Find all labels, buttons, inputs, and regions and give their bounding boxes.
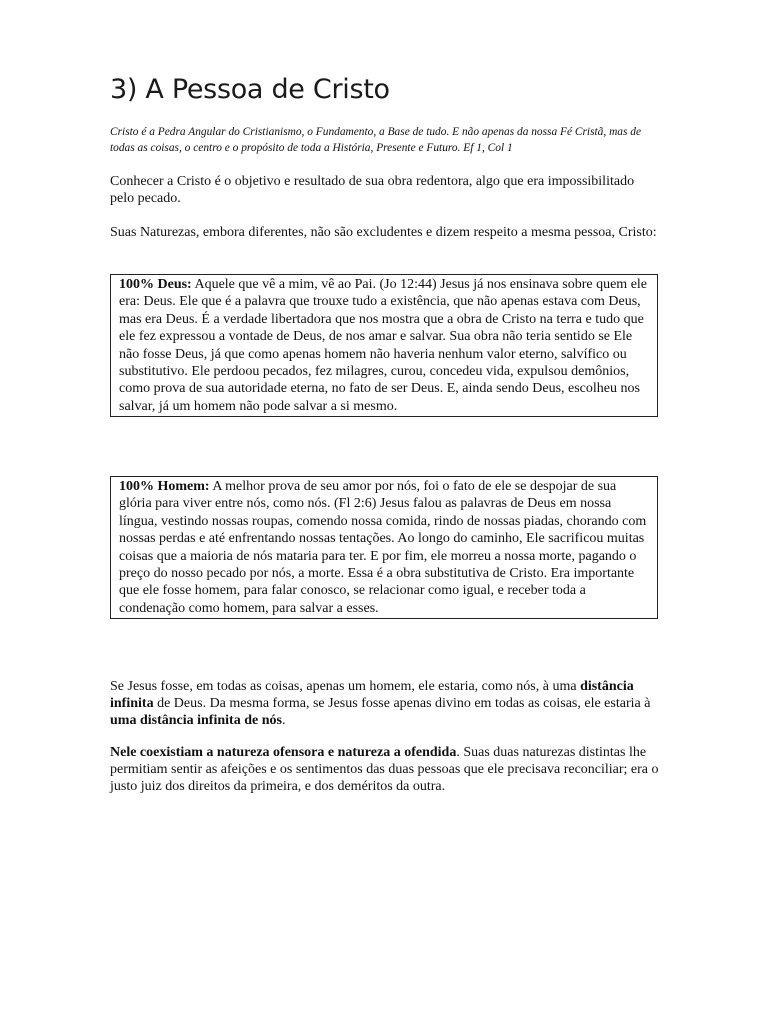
closing-1-bold-a: distância infinita: [110, 679, 634, 712]
closing-2-bold: Nele coexistiam a natureza ofensora e natureza a ofendida: [110, 745, 457, 760]
box-100-homem: [110, 476, 658, 619]
intro-paragraph-1: Conhecer a Cristo é o objetivo e resultado de sua obra redentora, algo que era impossibilitado pelo pecado.: [110, 174, 635, 207]
closing-2-text: . Suas duas naturezas distintas lhe permitiam sentir as afeições e os sentimentos das duas pessoas que ele precisava reconciliar; era o justo juiz dos direitos da primeira, e dos deméritos da outra.: [110, 745, 659, 795]
closing-1-text-c: .: [281, 713, 286, 729]
box-100-deus-body: Aquele que vê a mim, vê ao Pai. (Jo 12:44) Jesus já nos ensinava sobre quem ele era: Deus. Ele que é a palavra que trouxe tudo a existência, que não apenas estava com Deus, mas era Deus. É a verdade libertadora que nos mostra que a obra de Cristo na terra e tudo que ele fez expressou a vontade de Deus, de nos amar e salvar. Sua obra não teria sentido se Ele não fosse Deus, já que como apenas homem não haveria nenhum valor eterno, salvífico ou substitutivo. Ele perdoou pecados, fez milagres, curou, concedeu vida, expulsou demônios, como prova de sua autoridade eterna, no fato de ser Deus. E, ainda sendo Deus, escolheu nos salvar, já um homem não pode salvar a si mesmo.: [119, 277, 648, 414]
document-page: [110, 0, 660, 1024]
closing-1-bold-b: uma distância infinita de nós: [110, 713, 282, 729]
box-100-deus: [110, 274, 658, 417]
intro-paragraph-2: Suas Naturezas, embora diferentes, não são excludentes e dizem respeito a mesma pessoa, Cristo:: [110, 225, 657, 240]
box-100-homem-text: [119, 478, 651, 617]
closing-1-text-b: de Deus. Da mesma forma, se Jesus fosse apenas divino em todas as coisas, ele estaria à: [153, 696, 651, 712]
closing-paragraph-2: [110, 744, 660, 796]
box-100-deus-text: [119, 276, 651, 415]
page-title: 3) A Pessoa de Cristo: [110, 74, 390, 105]
closing-paragraph-1: [110, 678, 660, 730]
box-100-homem-body: A melhor prova de seu amor por nós, foi o fato de ele se despojar de sua glória para viver entre nós, como nós. (Fl 2:6) Jesus falou as palavras de Deus em nossa língua, vestindo nossas roupas, comendo nossa comida, rindo de nossas piadas, chorando com nossas perdas e até enfrentando nossas tentações. Ao longo do caminho, Ele sacrificou muitas coisas que a maioria de nós mataria para ter. E por fim, ele morreu a nossa morte, pagando o preço do nosso pecado por nós, a morte. Essa é a obra substitutiva de Cristo. Era importante que ele fosse homem, para falar conosco, se relacionar como igual, e receber toda a condenação como homem, para salvar a esses.: [119, 479, 647, 616]
box-100-deus-label: 100% Deus:: [119, 277, 192, 292]
box-100-homem-label: 100% Homem:: [119, 479, 210, 494]
subtitle-epigraph: Cristo é a Pedra Angular do Cristianismo, o Fundamento, a Base de tudo. E não apenas da nossa Fé Cristã, mas de todas as coisas, o centro e o propósito de toda a História, Presente e Futuro. Ef 1, Col 1: [110, 126, 642, 154]
closing-1-text-a: Se Jesus fosse, em todas as coisas, apenas um homem, ele estaria, como nós, à uma: [110, 679, 581, 694]
